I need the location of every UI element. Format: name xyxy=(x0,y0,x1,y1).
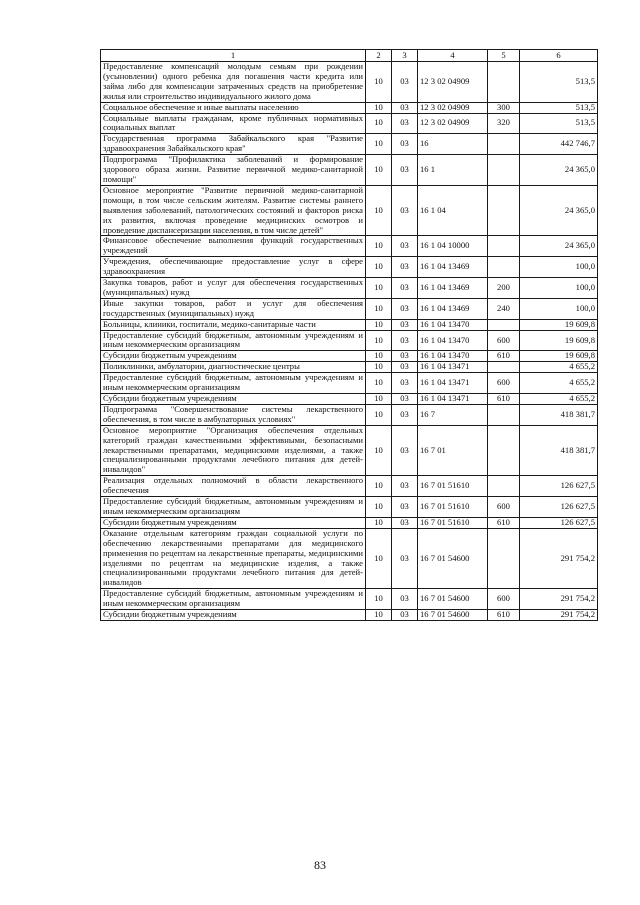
row-expense-type-cell: 610 xyxy=(488,351,520,362)
row-section-cell: 10 xyxy=(366,404,392,425)
row-expense-type-cell xyxy=(488,476,520,497)
row-subsection-cell: 03 xyxy=(392,351,418,362)
row-expense-type-cell: 610 xyxy=(488,610,520,621)
row-amount-cell: 19 609,8 xyxy=(520,330,598,351)
header-cell: 6 xyxy=(520,50,598,62)
table-row xyxy=(101,589,598,610)
row-subsection-cell: 03 xyxy=(392,185,418,236)
table-row xyxy=(101,351,598,362)
table-row xyxy=(101,497,598,518)
row-section-cell: 10 xyxy=(366,517,392,528)
table-row xyxy=(101,113,598,134)
table-row xyxy=(101,404,598,425)
row-amount-cell: 513,5 xyxy=(520,102,598,113)
row-amount-cell: 4 655,2 xyxy=(520,373,598,394)
row-expense-type-cell xyxy=(488,134,520,155)
row-section-cell: 10 xyxy=(366,278,392,299)
table-row xyxy=(101,134,598,155)
table-row xyxy=(101,102,598,113)
row-amount-cell: 126 627,5 xyxy=(520,476,598,497)
row-amount-cell: 126 627,5 xyxy=(520,497,598,518)
row-subsection-cell: 03 xyxy=(392,113,418,134)
row-name-cell: Реализация отдельных полномочий в области лекарственного обеспечения xyxy=(101,476,366,497)
row-target-article-cell: 16 1 04 13471 xyxy=(418,373,488,394)
row-section-cell: 10 xyxy=(366,425,392,476)
row-name-cell: Государственная программа Забайкальского края "Развитие здравоохранения Забайкальского края" xyxy=(101,134,366,155)
row-expense-type-cell xyxy=(488,236,520,257)
row-subsection-cell: 03 xyxy=(392,404,418,425)
row-name-cell: Финансовое обеспечение выполнения функций государственных учреждений xyxy=(101,236,366,257)
table-row xyxy=(101,319,598,330)
row-section-cell: 10 xyxy=(366,236,392,257)
row-name-cell: Поликлиники, амбулатории, диагностические центры xyxy=(101,362,366,373)
row-subsection-cell: 03 xyxy=(392,102,418,113)
row-amount-cell: 100,0 xyxy=(520,257,598,278)
row-subsection-cell: 03 xyxy=(392,425,418,476)
row-section-cell: 10 xyxy=(366,476,392,497)
row-amount-cell: 513,5 xyxy=(520,113,598,134)
row-subsection-cell: 03 xyxy=(392,257,418,278)
row-section-cell: 10 xyxy=(366,373,392,394)
row-expense-type-cell xyxy=(488,362,520,373)
table-row xyxy=(101,330,598,351)
table-row xyxy=(101,257,598,278)
row-target-article-cell: 16 1 04 xyxy=(418,185,488,236)
row-name-cell: Подпрограмма "Совершенствование системы лекарственного обеспечения, в том числе в амбулаторных условиях" xyxy=(101,404,366,425)
row-amount-cell: 291 754,2 xyxy=(520,610,598,621)
row-amount-cell: 126 627,5 xyxy=(520,517,598,528)
row-name-cell: Иные закупки товаров, работ и услуг для обеспечения государственных (муниципальных) нужд xyxy=(101,298,366,319)
row-amount-cell: 291 754,2 xyxy=(520,589,598,610)
row-subsection-cell: 03 xyxy=(392,330,418,351)
row-subsection-cell: 03 xyxy=(392,278,418,299)
table-row xyxy=(101,62,598,103)
row-subsection-cell: 03 xyxy=(392,517,418,528)
row-section-cell: 10 xyxy=(366,298,392,319)
row-subsection-cell: 03 xyxy=(392,528,418,588)
row-amount-cell: 24 365,0 xyxy=(520,155,598,186)
row-target-article-cell: 16 1 04 13471 xyxy=(418,394,488,405)
row-section-cell: 10 xyxy=(366,497,392,518)
row-target-article-cell: 16 1 04 13469 xyxy=(418,298,488,319)
row-section-cell: 10 xyxy=(366,330,392,351)
row-amount-cell: 24 365,0 xyxy=(520,236,598,257)
row-expense-type-cell: 300 xyxy=(488,102,520,113)
table-row xyxy=(101,425,598,476)
table-row xyxy=(101,362,598,373)
row-section-cell: 10 xyxy=(366,610,392,621)
table-header xyxy=(101,50,598,62)
row-section-cell: 10 xyxy=(366,185,392,236)
row-section-cell: 10 xyxy=(366,62,392,103)
table-row xyxy=(101,278,598,299)
row-target-article-cell: 16 1 04 10000 xyxy=(418,236,488,257)
row-expense-type-cell xyxy=(488,425,520,476)
row-amount-cell: 418 381,7 xyxy=(520,425,598,476)
row-subsection-cell: 03 xyxy=(392,589,418,610)
row-section-cell: 10 xyxy=(366,394,392,405)
row-amount-cell: 418 381,7 xyxy=(520,404,598,425)
row-expense-type-cell xyxy=(488,528,520,588)
table-row xyxy=(101,236,598,257)
row-subsection-cell: 03 xyxy=(392,476,418,497)
row-name-cell: Субсидии бюджетным учреждениям xyxy=(101,351,366,362)
row-target-article-cell: 16 7 xyxy=(418,404,488,425)
row-target-article-cell: 16 1 04 13471 xyxy=(418,362,488,373)
row-expense-type-cell xyxy=(488,185,520,236)
row-section-cell: 10 xyxy=(366,113,392,134)
row-section-cell: 10 xyxy=(366,589,392,610)
row-target-article-cell: 12 3 02 04909 xyxy=(418,113,488,134)
row-target-article-cell: 16 7 01 xyxy=(418,425,488,476)
row-name-cell: Субсидии бюджетным учреждениям xyxy=(101,610,366,621)
row-expense-type-cell: 600 xyxy=(488,330,520,351)
row-target-article-cell: 16 1 04 13470 xyxy=(418,319,488,330)
table-row xyxy=(101,528,598,588)
row-name-cell: Оказание отдельным категориям граждан социальной услуги по обеспечению лекарственными препаратами для медицинского применения по рецептам на лекарственные препараты, медицинскими изделиями по рецептам на медицинские изделия, а также специализированными продуктами лечебного питания для детей-инвалидов xyxy=(101,528,366,588)
row-name-cell: Предоставление субсидий бюджетным, автономным учреждениям и иным некоммерческим организациям xyxy=(101,330,366,351)
row-target-article-cell: 16 7 01 54600 xyxy=(418,589,488,610)
row-target-article-cell: 12 3 02 04909 xyxy=(418,102,488,113)
row-section-cell: 10 xyxy=(366,319,392,330)
header-cell: 2 xyxy=(366,50,392,62)
row-name-cell: Предоставление субсидий бюджетным, автономным учреждениям и иным некоммерческим организациям xyxy=(101,497,366,518)
row-name-cell: Основное мероприятие "Развитие первичной медико-санитарной помощи, в том числе сельским жителям. Развитие системы раннего выявления заболеваний, патологических состояний и факторов риска их развития, включая проведение медицинских осмотров и проведение диспансеризации населения, в том числе детей" xyxy=(101,185,366,236)
row-subsection-cell: 03 xyxy=(392,236,418,257)
table-row xyxy=(101,394,598,405)
row-target-article-cell: 16 1 04 13469 xyxy=(418,257,488,278)
table-row xyxy=(101,610,598,621)
table-row xyxy=(101,298,598,319)
row-name-cell: Учреждения, обеспечивающие предоставление услуг в сфере здравоохранения xyxy=(101,257,366,278)
row-expense-type-cell: 240 xyxy=(488,298,520,319)
row-subsection-cell: 03 xyxy=(392,394,418,405)
row-target-article-cell: 16 1 04 13470 xyxy=(418,330,488,351)
row-section-cell: 10 xyxy=(366,351,392,362)
row-expense-type-cell xyxy=(488,155,520,186)
row-name-cell: Больницы, клиники, госпитали, медико-санитарные части xyxy=(101,319,366,330)
row-subsection-cell: 03 xyxy=(392,298,418,319)
row-target-article-cell: 12 3 02 04909 xyxy=(418,62,488,103)
row-amount-cell: 4 655,2 xyxy=(520,394,598,405)
row-subsection-cell: 03 xyxy=(392,362,418,373)
row-expense-type-cell: 610 xyxy=(488,517,520,528)
row-amount-cell: 24 365,0 xyxy=(520,185,598,236)
row-expense-type-cell: 610 xyxy=(488,394,520,405)
budget-table xyxy=(100,49,598,621)
row-name-cell: Предоставление субсидий бюджетным, автономным учреждениям и иным некоммерческим организациям xyxy=(101,373,366,394)
row-subsection-cell: 03 xyxy=(392,155,418,186)
row-expense-type-cell xyxy=(488,257,520,278)
header-cell: 3 xyxy=(392,50,418,62)
row-amount-cell: 4 655,2 xyxy=(520,362,598,373)
row-target-article-cell: 16 7 01 51610 xyxy=(418,517,488,528)
row-name-cell: Предоставление субсидий бюджетным, автономным учреждениям и иным некоммерческим организациям xyxy=(101,589,366,610)
row-target-article-cell: 16 1 04 13470 xyxy=(418,351,488,362)
row-section-cell: 10 xyxy=(366,134,392,155)
row-target-article-cell: 16 7 01 54600 xyxy=(418,610,488,621)
page-number: 83 xyxy=(314,858,326,872)
row-target-article-cell: 16 xyxy=(418,134,488,155)
row-amount-cell: 513,5 xyxy=(520,62,598,103)
row-name-cell: Социальное обеспечение и иные выплаты населению xyxy=(101,102,366,113)
row-expense-type-cell xyxy=(488,319,520,330)
row-expense-type-cell xyxy=(488,404,520,425)
row-expense-type-cell: 320 xyxy=(488,113,520,134)
header-cell: 4 xyxy=(418,50,488,62)
table-body xyxy=(101,62,598,621)
row-name-cell: Предоставление компенсаций молодым семьям при рождении (усыновлении) одного ребенка для погашения части кредита или займа либо для компенсации затраченных средств на приобретение жилья или строительство индивидуального жилого дома xyxy=(101,62,366,103)
row-expense-type-cell: 600 xyxy=(488,373,520,394)
row-section-cell: 10 xyxy=(366,155,392,186)
header-cell: 5 xyxy=(488,50,520,62)
row-section-cell: 10 xyxy=(366,257,392,278)
row-amount-cell: 100,0 xyxy=(520,278,598,299)
row-name-cell: Субсидии бюджетным учреждениям xyxy=(101,517,366,528)
header-cell: 1 xyxy=(101,50,366,62)
row-target-article-cell: 16 1 04 13469 xyxy=(418,278,488,299)
row-name-cell: Закупка товаров, работ и услуг для обеспечения государственных (муниципальных) нужд xyxy=(101,278,366,299)
row-target-article-cell: 16 7 01 51610 xyxy=(418,497,488,518)
row-name-cell: Социальные выплаты гражданам, кроме публичных нормативных социальных выплат xyxy=(101,113,366,134)
row-amount-cell: 100,0 xyxy=(520,298,598,319)
row-subsection-cell: 03 xyxy=(392,134,418,155)
row-amount-cell: 19 609,8 xyxy=(520,319,598,330)
row-subsection-cell: 03 xyxy=(392,610,418,621)
row-name-cell: Субсидии бюджетным учреждениям xyxy=(101,394,366,405)
row-amount-cell: 19 609,8 xyxy=(520,351,598,362)
row-name-cell: Основное мероприятие "Организация обеспечения отдельных категорий граждан качественными эффективными, безопасными лекарственными препаратами, медицинскими изделиями, а также специализированными продуктами лечебного питания для детей-инвалидов" xyxy=(101,425,366,476)
row-target-article-cell: 16 1 xyxy=(418,155,488,186)
row-section-cell: 10 xyxy=(366,362,392,373)
row-expense-type-cell xyxy=(488,62,520,103)
row-subsection-cell: 03 xyxy=(392,62,418,103)
row-name-cell: Подпрограмма "Профилактика заболеваний и формирование здорового образа жизни. Развитие первичной медико-санитарной помощи" xyxy=(101,155,366,186)
table-row xyxy=(101,373,598,394)
table-row xyxy=(101,155,598,186)
row-expense-type-cell: 600 xyxy=(488,497,520,518)
row-expense-type-cell: 200 xyxy=(488,278,520,299)
row-section-cell: 10 xyxy=(366,528,392,588)
row-amount-cell: 291 754,2 xyxy=(520,528,598,588)
row-subsection-cell: 03 xyxy=(392,373,418,394)
table-row xyxy=(101,185,598,236)
row-subsection-cell: 03 xyxy=(392,319,418,330)
row-section-cell: 10 xyxy=(366,102,392,113)
row-expense-type-cell: 600 xyxy=(488,589,520,610)
table-row xyxy=(101,476,598,497)
row-target-article-cell: 16 7 01 54600 xyxy=(418,528,488,588)
row-subsection-cell: 03 xyxy=(392,497,418,518)
row-amount-cell: 442 746,7 xyxy=(520,134,598,155)
row-target-article-cell: 16 7 01 51610 xyxy=(418,476,488,497)
table-row xyxy=(101,517,598,528)
